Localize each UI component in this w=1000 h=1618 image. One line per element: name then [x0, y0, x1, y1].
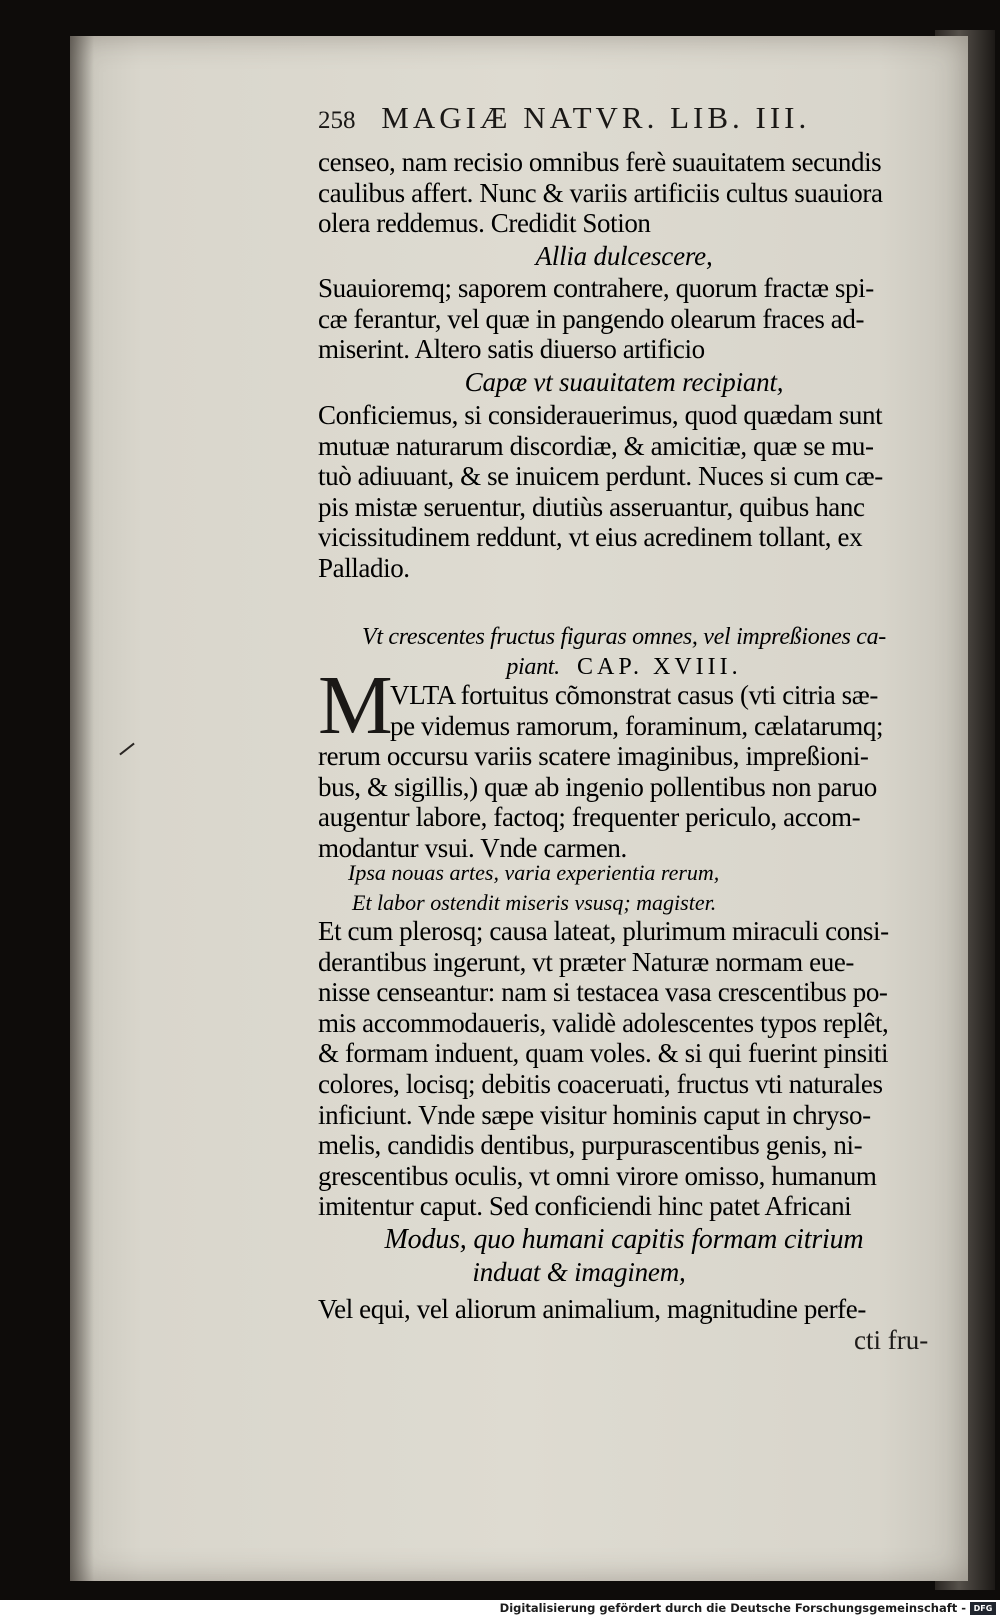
paragraph-chapter-body: [318, 741, 930, 863]
italic-heading: Capæ vt suauitatem recipiant,: [464, 367, 784, 397]
paragraph-capae: [318, 400, 930, 584]
running-head: [318, 100, 858, 140]
funding-credit: Digitalisierung gefördert durch die Deutsche Forschungsgemeinschaft -: [499, 1601, 966, 1615]
italic-heading: induat & imaginem,: [472, 1257, 686, 1287]
text-line: Et cum plerosq; causa lateat, plurimum miraculi consi-: [318, 916, 889, 946]
text-line: Conficiemus, si considerauerimus, quod quædam sunt: [318, 400, 883, 430]
text-line: Palladio.: [318, 552, 410, 583]
catchword: cti fru-: [854, 1325, 929, 1355]
text-line: pe videmus ramorum, foraminum, cælatarumq;: [390, 710, 884, 741]
text-line: cæ ferantur, vel quæ in pangendo olearum fraces ad-: [318, 303, 865, 334]
paragraph-initial: [318, 680, 930, 741]
text-line: augentur labore, factoq; frequenter periculo, accom-: [318, 802, 861, 833]
italic-heading: Modus, quo humani capitis formam citrium: [384, 1224, 864, 1255]
paragraph-opening: [318, 147, 930, 239]
heading-modus: [318, 1224, 930, 1288]
text-line: censeo, nam recisio omnibus ferè suauitatem secundis: [318, 147, 882, 177]
text-line: miserint. Altero satis diuerso artificio: [318, 334, 705, 365]
running-title: MAGIÆ NATVR. LIB. III.: [381, 100, 811, 135]
text-line: melis, candidis dentibus, purpurascentibus genis, ni-: [318, 1130, 863, 1161]
text-line: derantibus ingerunt, vt præter Naturæ normam eue-: [318, 946, 854, 977]
text-line: mis accommodaueris, validè adolescentes typos replêt,: [318, 1007, 889, 1038]
text-line: Vel equi, vel aliorum animalium, magnitudine perfe-: [318, 1294, 866, 1324]
text-line: inficiunt. Vnde sæpe visitur hominis caput in chryso-: [318, 1099, 871, 1130]
paragraph-final: [318, 1294, 930, 1325]
drop-initial: M: [318, 659, 393, 752]
text-line: bus, & sigillis,) quæ ab ingenio pollentibus non paruo: [318, 771, 877, 802]
italic-heading: Allia dulcescere,: [535, 241, 713, 271]
text-line: caulibus affert. Nunc & variis artificiis cultus suauiora: [318, 177, 883, 208]
text-line: colores, locisq; debitis coaceruati, fructus vti naturales: [318, 1068, 883, 1099]
text-line: mutuæ naturarum discordiæ, & amicitiæ, quæ se mu-: [318, 430, 874, 461]
page-number: 258: [318, 107, 356, 134]
chapter-title-line: Vt crescentes fructus figuras omnes, vel impreßiones ca-: [362, 624, 886, 650]
heading-allia: [318, 240, 930, 272]
paragraph-continuation: [318, 916, 930, 1222]
text-line: imitentur caput. Sed conficiendi hinc patet Africani: [318, 1191, 852, 1222]
text-line: pis mistæ seruentur, diutiùs asseruantur, quibus hanc: [318, 491, 865, 522]
heading-capae: [318, 366, 930, 398]
chapter-number: CAP. XVIII.: [576, 654, 742, 680]
gutter-shadow: [70, 36, 94, 1581]
chapter-title-line: [318, 652, 930, 682]
text-line: Suauioremq; saporem contrahere, quorum fractæ spi-: [318, 273, 874, 303]
verse-line: Ipsa nouas artes, varia experientia rerum,: [348, 860, 720, 885]
text-line: VLTA fortuitus cõmonstrat casus (vti citria sæ-: [390, 680, 878, 710]
text-line: tuò adiuuant, & se inuicem perdunt. Nuces si cum cæ-: [318, 461, 883, 492]
text-line: modantur vsui. Vnde carmen.: [318, 832, 627, 863]
text-line: grescentibus oculis, vt omni virore omisso, humanum: [318, 1160, 877, 1191]
text-line: rerum occursu variis scatere imaginibus, impreßioni-: [318, 741, 869, 771]
paragraph-allia: [318, 273, 930, 365]
text-line: nisse censeantur: nam si testacea vasa crescentibus po-: [318, 977, 888, 1008]
chapter-title-end: piant.: [506, 654, 560, 680]
dfg-logo: DFG: [970, 1602, 996, 1615]
text-line: vicissitudinem reddunt, vt eius acredinem tollant, ex: [318, 522, 863, 553]
text-line: olera reddemus. Credidit Sotion: [318, 208, 651, 239]
verse-quote: [318, 858, 960, 918]
verse-line: Et labor ostendit miseris vsusq; magister.: [352, 890, 717, 915]
chapter-heading: [318, 622, 930, 682]
digitization-footer: [0, 1600, 1000, 1618]
text-line: & formam induent, quam voles. & si qui fuerint pinsiti: [318, 1038, 889, 1069]
